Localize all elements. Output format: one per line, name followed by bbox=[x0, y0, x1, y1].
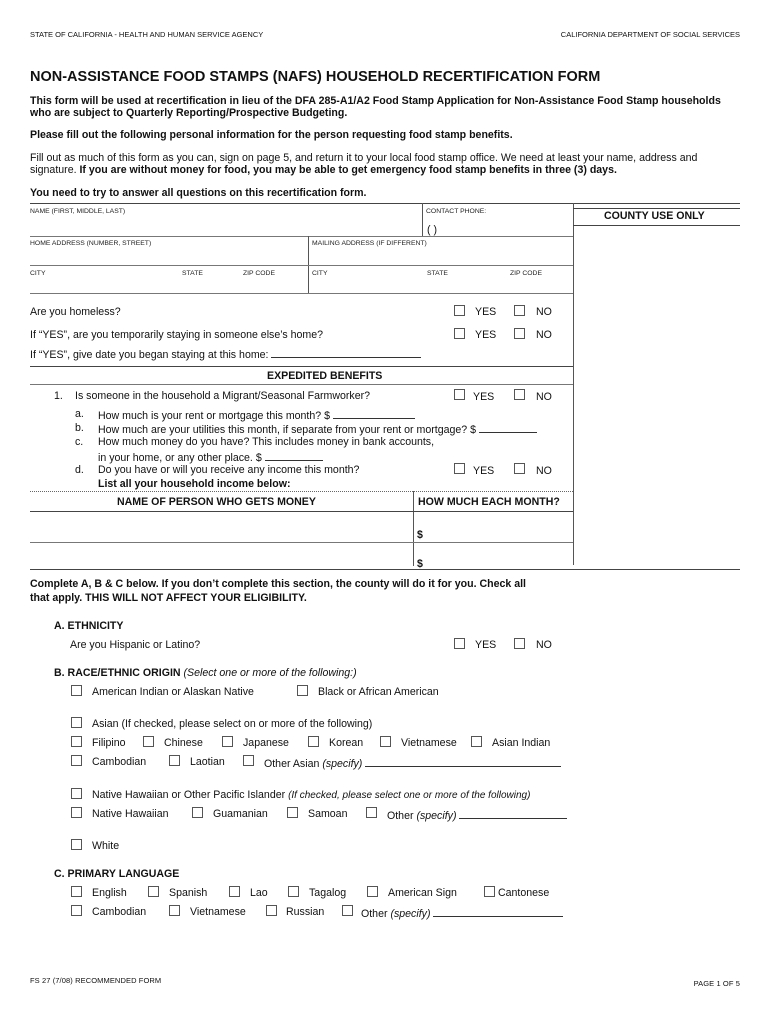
divider bbox=[413, 491, 414, 566]
mailing-zip-code-label: ZIP CODE bbox=[510, 270, 542, 277]
american-sign-label: American Sign bbox=[388, 887, 457, 899]
spanish-label: Spanish bbox=[169, 887, 208, 899]
cambodian-race-checkbox[interactable] bbox=[71, 755, 82, 766]
farmworker-question: Is someone in the household a Migrant/Seasonal Farmworker? bbox=[75, 390, 371, 402]
white-label: White bbox=[92, 840, 120, 852]
state-label: STATE bbox=[182, 270, 203, 277]
money-question-line1: How much money do you have? This includes money in bank accounts, bbox=[98, 436, 435, 448]
pacific-islander-label bbox=[92, 789, 530, 801]
income-yes-checkbox[interactable] bbox=[454, 463, 465, 474]
specify-note: (specify) bbox=[390, 908, 431, 920]
tagalog-label: Tagalog bbox=[309, 887, 347, 899]
american-sign-checkbox[interactable] bbox=[367, 886, 378, 897]
laotian-checkbox[interactable] bbox=[169, 755, 180, 766]
divider bbox=[422, 203, 423, 236]
stay-date-input[interactable] bbox=[271, 347, 421, 358]
divider bbox=[30, 265, 573, 266]
dollar-sign: $ bbox=[417, 558, 423, 570]
form-title: NON-ASSISTANCE FOOD STAMPS (NAFS) HOUSEHOLD RECERTIFICATION FORM bbox=[30, 69, 601, 85]
divider bbox=[30, 491, 573, 492]
asian-indian-label: Asian Indian bbox=[492, 737, 551, 749]
temporary-stay-no-checkbox[interactable] bbox=[514, 328, 525, 339]
intro-paragraph-4: You need to try to answer all questions on this recertification form. bbox=[30, 187, 367, 199]
ethnicity-heading: A. ETHNICITY bbox=[54, 620, 124, 632]
other-language-specify-input[interactable] bbox=[433, 906, 563, 917]
yes-label: YES bbox=[475, 639, 497, 651]
contact-phone-label: CONTACT PHONE: bbox=[426, 208, 487, 215]
japanese-label: Japanese bbox=[243, 737, 289, 749]
money-text: in your home, or any other place. $ bbox=[98, 452, 262, 464]
pacific-islander-text: Native Hawaiian or Other Pacific Islander bbox=[92, 789, 286, 801]
county-use-only-label: COUNTY USE ONLY bbox=[604, 210, 705, 222]
column-header-amount: HOW MUCH EACH MONTH? bbox=[418, 496, 560, 508]
pacific-islander-note: (If checked, please select one or more of the following) bbox=[288, 790, 531, 801]
utilities-amount-input[interactable] bbox=[479, 422, 537, 433]
rent-amount-input[interactable] bbox=[333, 408, 415, 419]
pacific-islander-checkbox[interactable] bbox=[71, 788, 82, 799]
divider bbox=[30, 569, 740, 570]
other-language-checkbox[interactable] bbox=[342, 905, 353, 916]
no-label: NO bbox=[536, 306, 552, 318]
samoan-checkbox[interactable] bbox=[287, 807, 298, 818]
asian-indian-checkbox[interactable] bbox=[471, 736, 482, 747]
complete-note-line1: Complete A, B & C below. If you don’t complete this section, the county will do it for you. Check all bbox=[30, 578, 526, 590]
english-checkbox[interactable] bbox=[71, 886, 82, 897]
mailing-state-label: STATE bbox=[427, 270, 448, 277]
item-letter: a. bbox=[75, 408, 84, 420]
filipino-label: Filipino bbox=[92, 737, 126, 749]
intro-paragraph-3 bbox=[30, 152, 742, 176]
column-header-name: NAME OF PERSON WHO GETS MONEY bbox=[117, 496, 316, 508]
cambodian-language-checkbox[interactable] bbox=[71, 905, 82, 916]
race-heading-text: B. RACE/ETHNIC ORIGIN bbox=[54, 667, 181, 679]
divider bbox=[30, 542, 573, 543]
cambodian-race-label: Cambodian bbox=[92, 756, 147, 768]
other-asian-specify-input[interactable] bbox=[365, 756, 561, 767]
hispanic-yes-checkbox[interactable] bbox=[454, 638, 465, 649]
intro-paragraph-2: Please fill out the following personal information for the person requesting food stamp benefits. bbox=[30, 129, 513, 141]
other-pi-checkbox[interactable] bbox=[366, 807, 377, 818]
vietnamese-checkbox[interactable] bbox=[380, 736, 391, 747]
homeless-question: Are you homeless? bbox=[30, 306, 121, 318]
other-asian-checkbox[interactable] bbox=[243, 755, 254, 766]
mailing-address-label: MAILING ADDRESS (IF DIFFERENT) bbox=[312, 240, 427, 247]
cantonese-label: Cantonese bbox=[498, 887, 550, 899]
guamanian-checkbox[interactable] bbox=[192, 807, 203, 818]
white-checkbox[interactable] bbox=[71, 839, 82, 850]
filipino-checkbox[interactable] bbox=[71, 736, 82, 747]
yes-label: YES bbox=[475, 329, 497, 341]
other-pi-specify-input[interactable] bbox=[459, 808, 567, 819]
korean-checkbox[interactable] bbox=[308, 736, 319, 747]
english-label: English bbox=[92, 887, 127, 899]
homeless-no-checkbox[interactable] bbox=[514, 305, 525, 316]
vietnamese-language-checkbox[interactable] bbox=[169, 905, 180, 916]
hispanic-no-checkbox[interactable] bbox=[514, 638, 525, 649]
american-indian-label: American Indian or Alaskan Native bbox=[92, 686, 254, 698]
american-indian-checkbox[interactable] bbox=[71, 685, 82, 696]
yes-label: YES bbox=[473, 391, 495, 403]
divider bbox=[573, 225, 740, 226]
rent-question bbox=[98, 408, 415, 422]
stay-date-text: If “YES”, give date you began staying at this home: bbox=[30, 349, 269, 361]
asian-checkbox[interactable] bbox=[71, 717, 82, 728]
yes-label: YES bbox=[473, 465, 495, 477]
specify-note: (specify) bbox=[322, 758, 363, 770]
other-language-text: Other bbox=[361, 908, 388, 920]
samoan-label: Samoan bbox=[308, 808, 348, 820]
race-heading bbox=[54, 667, 357, 679]
utilities-text: How much are your utilities this month, if separate from your rent or mortgage? $ bbox=[98, 424, 477, 436]
page-number-footer: PAGE 1 OF 5 bbox=[693, 979, 740, 988]
other-asian-label bbox=[264, 756, 561, 770]
chinese-checkbox[interactable] bbox=[143, 736, 154, 747]
list-income-instruction: List all your household income below: bbox=[98, 478, 291, 490]
language-heading: C. PRIMARY LANGUAGE bbox=[54, 868, 180, 880]
guamanian-label: Guamanian bbox=[213, 808, 268, 820]
income-no-checkbox[interactable] bbox=[514, 463, 525, 474]
black-checkbox[interactable] bbox=[297, 685, 308, 696]
no-label: NO bbox=[536, 329, 552, 341]
agency-right-header: CALIFORNIA DEPARTMENT OF SOCIAL SERVICES bbox=[560, 30, 740, 39]
zip-code-label: ZIP CODE bbox=[243, 270, 275, 277]
divider bbox=[30, 511, 573, 512]
native-hawaiian-checkbox[interactable] bbox=[71, 807, 82, 818]
agency-left-header: STATE OF CALIFORNIA - HEALTH AND HUMAN SERVICE AGENCY bbox=[30, 30, 264, 39]
stay-date-question bbox=[30, 347, 421, 361]
farmworker-no-checkbox[interactable] bbox=[514, 389, 525, 400]
utilities-question bbox=[98, 422, 537, 436]
home-address-label: HOME ADDRESS (NUMBER, STREET) bbox=[30, 240, 152, 247]
russian-checkbox[interactable] bbox=[266, 905, 277, 916]
temporary-stay-question: If “YES”, are you temporarily staying in someone else’s home? bbox=[30, 329, 324, 341]
black-label: Black or African American bbox=[318, 686, 439, 698]
county-use-border bbox=[573, 203, 574, 565]
divider bbox=[30, 236, 573, 237]
specify-note: (specify) bbox=[416, 810, 457, 822]
other-asian-text: Other Asian bbox=[264, 758, 320, 770]
hispanic-question: Are you Hispanic or Latino? bbox=[70, 639, 201, 651]
city-label: CITY bbox=[30, 270, 46, 277]
lao-checkbox[interactable] bbox=[229, 886, 240, 897]
question-number: 1. bbox=[54, 390, 63, 402]
form-id-footer: FS 27 (7/08) RECOMMENDED FORM bbox=[30, 976, 162, 985]
divider bbox=[30, 203, 740, 204]
dollar-sign: $ bbox=[417, 529, 423, 541]
chinese-label: Chinese bbox=[164, 737, 203, 749]
vietnamese-label: Vietnamese bbox=[401, 737, 457, 749]
item-letter: b. bbox=[75, 422, 84, 434]
rent-text: How much is your rent or mortgage this month? $ bbox=[98, 410, 330, 422]
other-pi-text: Other bbox=[387, 810, 414, 822]
no-label: NO bbox=[536, 391, 552, 403]
homeless-yes-checkbox[interactable] bbox=[454, 305, 465, 316]
money-amount-input[interactable] bbox=[265, 450, 323, 461]
name-label: NAME (FIRST, MIDDLE, LAST) bbox=[30, 208, 126, 215]
contact-phone-input[interactable]: ( ) bbox=[427, 224, 437, 236]
divider bbox=[30, 384, 573, 385]
other-language-label bbox=[361, 906, 563, 920]
money-question-line2 bbox=[98, 450, 323, 464]
cantonese-checkbox[interactable] bbox=[484, 886, 495, 897]
yes-label: YES bbox=[475, 306, 497, 318]
no-label: NO bbox=[536, 465, 552, 477]
other-pi-label bbox=[387, 808, 567, 822]
spanish-checkbox[interactable] bbox=[148, 886, 159, 897]
expedited-benefits-heading: EXPEDITED BENEFITS bbox=[267, 370, 383, 382]
item-letter: d. bbox=[75, 464, 84, 476]
race-heading-note: (Select one or more of the following:) bbox=[183, 667, 357, 679]
tagalog-checkbox[interactable] bbox=[288, 886, 299, 897]
russian-label: Russian bbox=[286, 906, 325, 918]
complete-note-line2: that apply. THIS WILL NOT AFFECT YOUR ELIGIBILITY. bbox=[30, 592, 307, 604]
laotian-label: Laotian bbox=[190, 756, 225, 768]
no-label: NO bbox=[536, 639, 552, 651]
temporary-stay-yes-checkbox[interactable] bbox=[454, 328, 465, 339]
cambodian-language-label: Cambodian bbox=[92, 906, 147, 918]
divider bbox=[573, 208, 740, 209]
korean-label: Korean bbox=[329, 737, 364, 749]
lao-label: Lao bbox=[250, 887, 268, 899]
divider bbox=[30, 293, 573, 294]
japanese-checkbox[interactable] bbox=[222, 736, 233, 747]
native-hawaiian-label: Native Hawaiian bbox=[92, 808, 169, 820]
intro-p3-text: Fill out as much of this form as you can, sign on page 5, and return it to your local food stamp office. We need at least your name, address and signature. bbox=[30, 152, 698, 176]
divider bbox=[30, 366, 573, 367]
intro-paragraph-1: This form will be used at recertification in lieu of the DFA 285-A1/A2 Food Stamp Application for Non-Assistance Food Stamp households who are subject to Quarterly Reporting/Prospective Budgeting. bbox=[30, 95, 721, 119]
item-letter: c. bbox=[75, 436, 84, 448]
mailing-city-label: CITY bbox=[312, 270, 328, 277]
farmworker-yes-checkbox[interactable] bbox=[454, 389, 465, 400]
asian-label: Asian (If checked, please select on or more of the following) bbox=[92, 718, 373, 730]
vietnamese-language-label: Vietnamese bbox=[190, 906, 246, 918]
intro-p3-emergency: If you are without money for food, you may be able to get emergency food stamp benefits in three (3) days. bbox=[79, 164, 617, 176]
income-question: Do you have or will you receive any income this month? bbox=[98, 464, 360, 476]
